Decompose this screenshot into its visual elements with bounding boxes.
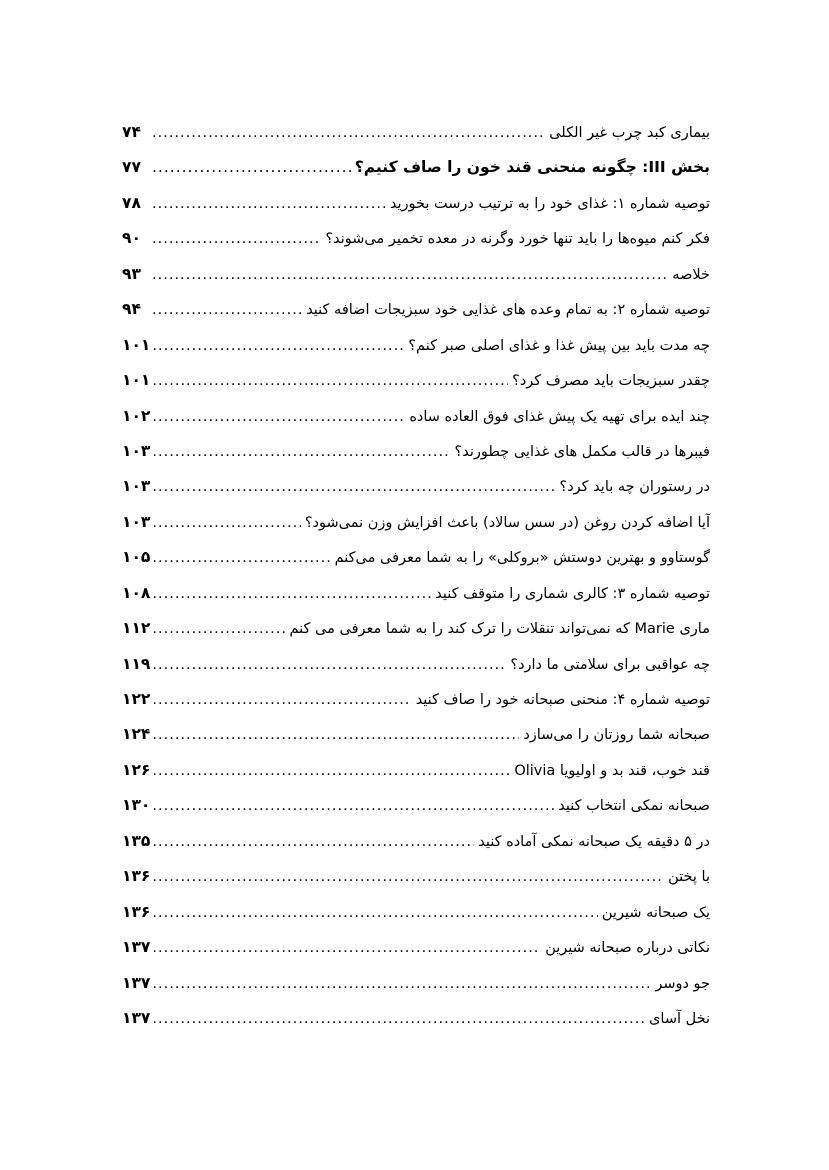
toc-entry-title: صبحانه شما روزتان را می‌سازد xyxy=(523,727,710,744)
toc-entry-title: گوستاوو و بهترین دوستش «بروکلی» را به شما معرفی می‌کنم xyxy=(334,550,710,567)
toc-entry-page-number: ۱۲۲ xyxy=(122,690,151,708)
toc-entry-page-number: ۱۰۵ xyxy=(122,548,151,567)
toc-entry-title: نکاتی درباره صبحانه شیرین xyxy=(545,940,710,957)
toc-entry[interactable] xyxy=(122,123,710,158)
toc-entry[interactable] xyxy=(122,477,710,512)
toc-entry-page-number: ۱۲۶ xyxy=(122,760,151,779)
toc-dot-leader xyxy=(152,763,510,779)
toc-entry-page-number: ۹۴ xyxy=(122,300,141,319)
toc-entry[interactable] xyxy=(122,903,710,938)
toc-entry-title: توصیه شماره ۲: به تمام وعده های غذایی خود سبزیجات اضافه کنید xyxy=(306,302,710,319)
toc-entry-title: چند ایده برای تهیه یک پیش غذای فوق العاده ساده xyxy=(409,408,710,425)
toc-entry[interactable] xyxy=(122,229,710,264)
toc-entry-page-number: ۱۰۱ xyxy=(122,335,151,354)
toc-entry-page-number: ۱۳۷ xyxy=(122,938,151,957)
toc-entry-title: توصیه شماره ۱: غذای خود را به ترتیب درست بخورید xyxy=(389,195,710,212)
toc-entry-page-number: ۱۳۶ xyxy=(122,902,151,921)
toc-entry-title: بیماری کبد چرب غیر الکلی xyxy=(549,125,710,141)
toc-dot-leader xyxy=(152,905,598,921)
toc-entry-page-number: ۹۳ xyxy=(122,264,141,283)
toc-entry[interactable] xyxy=(122,655,710,690)
toc-entry-page-number: ۱۰۳ xyxy=(122,441,151,460)
toc-entry-page-number: ۱۰۲ xyxy=(122,406,151,425)
toc-entry-page-number: ۷۸ xyxy=(122,193,141,212)
toc-entry-page-number: ۱۰۳ xyxy=(122,477,151,496)
toc-entry[interactable] xyxy=(122,690,710,725)
toc-entry-title: در ۵ دقیقه یک صبحانه نمکی آماده کنید xyxy=(478,833,710,850)
toc-entry[interactable] xyxy=(122,513,710,548)
toc-dot-leader xyxy=(152,479,555,495)
toc-entry-title: جو دوسر xyxy=(655,975,710,992)
toc-entry[interactable] xyxy=(122,761,710,796)
toc-entry[interactable] xyxy=(122,796,710,831)
toc-entry-title: با پختن xyxy=(668,869,710,886)
toc-dot-leader xyxy=(152,586,431,602)
toc-entry[interactable] xyxy=(122,194,710,229)
toc-entry-page-number: ۷۴ xyxy=(122,123,141,141)
toc-entry[interactable] xyxy=(122,158,710,193)
toc-entry-title: چه عواقبی برای سلامتی ما دارد؟ xyxy=(510,656,710,673)
toc-entry-title: توصیه شماره ۴: منحنی صبحانه خود را صاف کنید xyxy=(415,692,710,708)
toc-entry[interactable] xyxy=(122,619,710,654)
toc-entry-title: خلاصه xyxy=(672,266,710,283)
toc-dot-leader xyxy=(152,267,668,283)
toc-entry[interactable] xyxy=(122,1009,710,1044)
toc-entry-title: فیبرها در قالب مکمل های غذایی چطورند؟ xyxy=(454,443,710,460)
toc-dot-leader xyxy=(152,940,541,956)
toc-entry-title: چقدر سبزیجات باید مصرف کرد؟ xyxy=(512,373,710,390)
toc-dot-leader xyxy=(152,158,351,176)
toc-dot-leader xyxy=(152,338,404,354)
toc-dot-leader xyxy=(152,834,474,850)
toc-entry[interactable] xyxy=(122,974,710,1009)
toc-dot-leader xyxy=(152,798,554,814)
toc-entry-page-number: ۱۲۴ xyxy=(122,725,151,744)
toc-dot-leader xyxy=(152,515,300,531)
toc-entry[interactable] xyxy=(122,442,710,477)
toc-entry-title: توصیه شماره ۳: کالری شماری را متوقف کنید xyxy=(435,585,710,602)
toc-entry[interactable] xyxy=(122,867,710,902)
toc-dot-leader xyxy=(152,302,302,318)
toc-dot-leader xyxy=(152,692,411,708)
toc-dot-leader xyxy=(152,231,321,247)
toc-entry-page-number: ۱۳۷ xyxy=(122,1008,151,1027)
toc-dot-leader xyxy=(152,125,545,141)
toc-entry-page-number: ۱۱۲ xyxy=(122,619,151,638)
table-of-contents xyxy=(122,123,710,1044)
toc-entry[interactable] xyxy=(122,548,710,583)
toc-entry-page-number: ۱۰۱ xyxy=(122,371,151,390)
toc-entry[interactable] xyxy=(122,725,710,760)
toc-entry-page-number: ۱۱۹ xyxy=(122,654,151,673)
toc-entry-title: صبحانه نمکی انتخاب کنید xyxy=(558,798,710,815)
toc-entry-title: بخش III: چگونه منحنی قند خون را صاف کنیم؟ xyxy=(354,158,710,177)
toc-entry-page-number: ۱۳۷ xyxy=(122,973,151,992)
toc-entry-title: فکر کنم میوه‌ها را باید تنها خورد وگرنه در معده تخمیر می‌شوند؟ xyxy=(325,231,710,248)
toc-dot-leader xyxy=(152,444,450,460)
toc-entry-title: در رستوران چه باید کرد؟ xyxy=(559,479,710,496)
toc-entry[interactable] xyxy=(122,407,710,442)
toc-dot-leader xyxy=(152,550,330,566)
toc-entry[interactable] xyxy=(122,336,710,371)
toc-entry[interactable] xyxy=(122,938,710,973)
toc-dot-leader xyxy=(152,409,405,425)
toc-entry[interactable] xyxy=(122,265,710,300)
toc-entry-title: چه مدت باید بین پیش غذا و غذای اصلی صبر کنم؟ xyxy=(408,337,710,354)
toc-dot-leader xyxy=(152,373,508,389)
toc-entry[interactable] xyxy=(122,371,710,406)
toc-entry-title: آیا اضافه کردن روغن (در سس سالاد) باعث افزایش وزن نمی‌شود؟ xyxy=(304,514,710,531)
toc-dot-leader xyxy=(152,1011,645,1027)
toc-entry-page-number: ۹۰ xyxy=(122,229,141,248)
toc-entry-page-number: ۱۳۶ xyxy=(122,867,151,886)
toc-dot-leader xyxy=(152,869,664,885)
toc-dot-leader xyxy=(152,621,285,637)
toc-entry[interactable] xyxy=(122,584,710,619)
toc-entry-page-number: ۷۷ xyxy=(122,158,141,177)
toc-entry-page-number: ۱۰۸ xyxy=(122,583,151,602)
toc-entry[interactable] xyxy=(122,832,710,867)
toc-dot-leader xyxy=(152,727,519,743)
toc-entry-page-number: ۱۳۵ xyxy=(122,831,151,850)
toc-entry-page-number: ۱۰۳ xyxy=(122,512,151,531)
toc-dot-leader xyxy=(152,657,506,673)
toc-entry-title: نخل آسای xyxy=(649,1010,710,1027)
toc-entry-title: ماری Marie که نمی‌تواند تنقلات را ترک کند را به شما معرفی می کنم xyxy=(289,621,710,638)
toc-entry-title: یک صبحانه شیرین xyxy=(601,904,710,921)
toc-entry-page-number: ۱۳۰ xyxy=(122,796,151,815)
toc-entry[interactable] xyxy=(122,300,710,335)
toc-entry-title: قند خوب، قند بد و اولیویا Olivia xyxy=(514,762,710,779)
toc-dot-leader xyxy=(152,196,386,212)
toc-dot-leader xyxy=(152,976,651,992)
